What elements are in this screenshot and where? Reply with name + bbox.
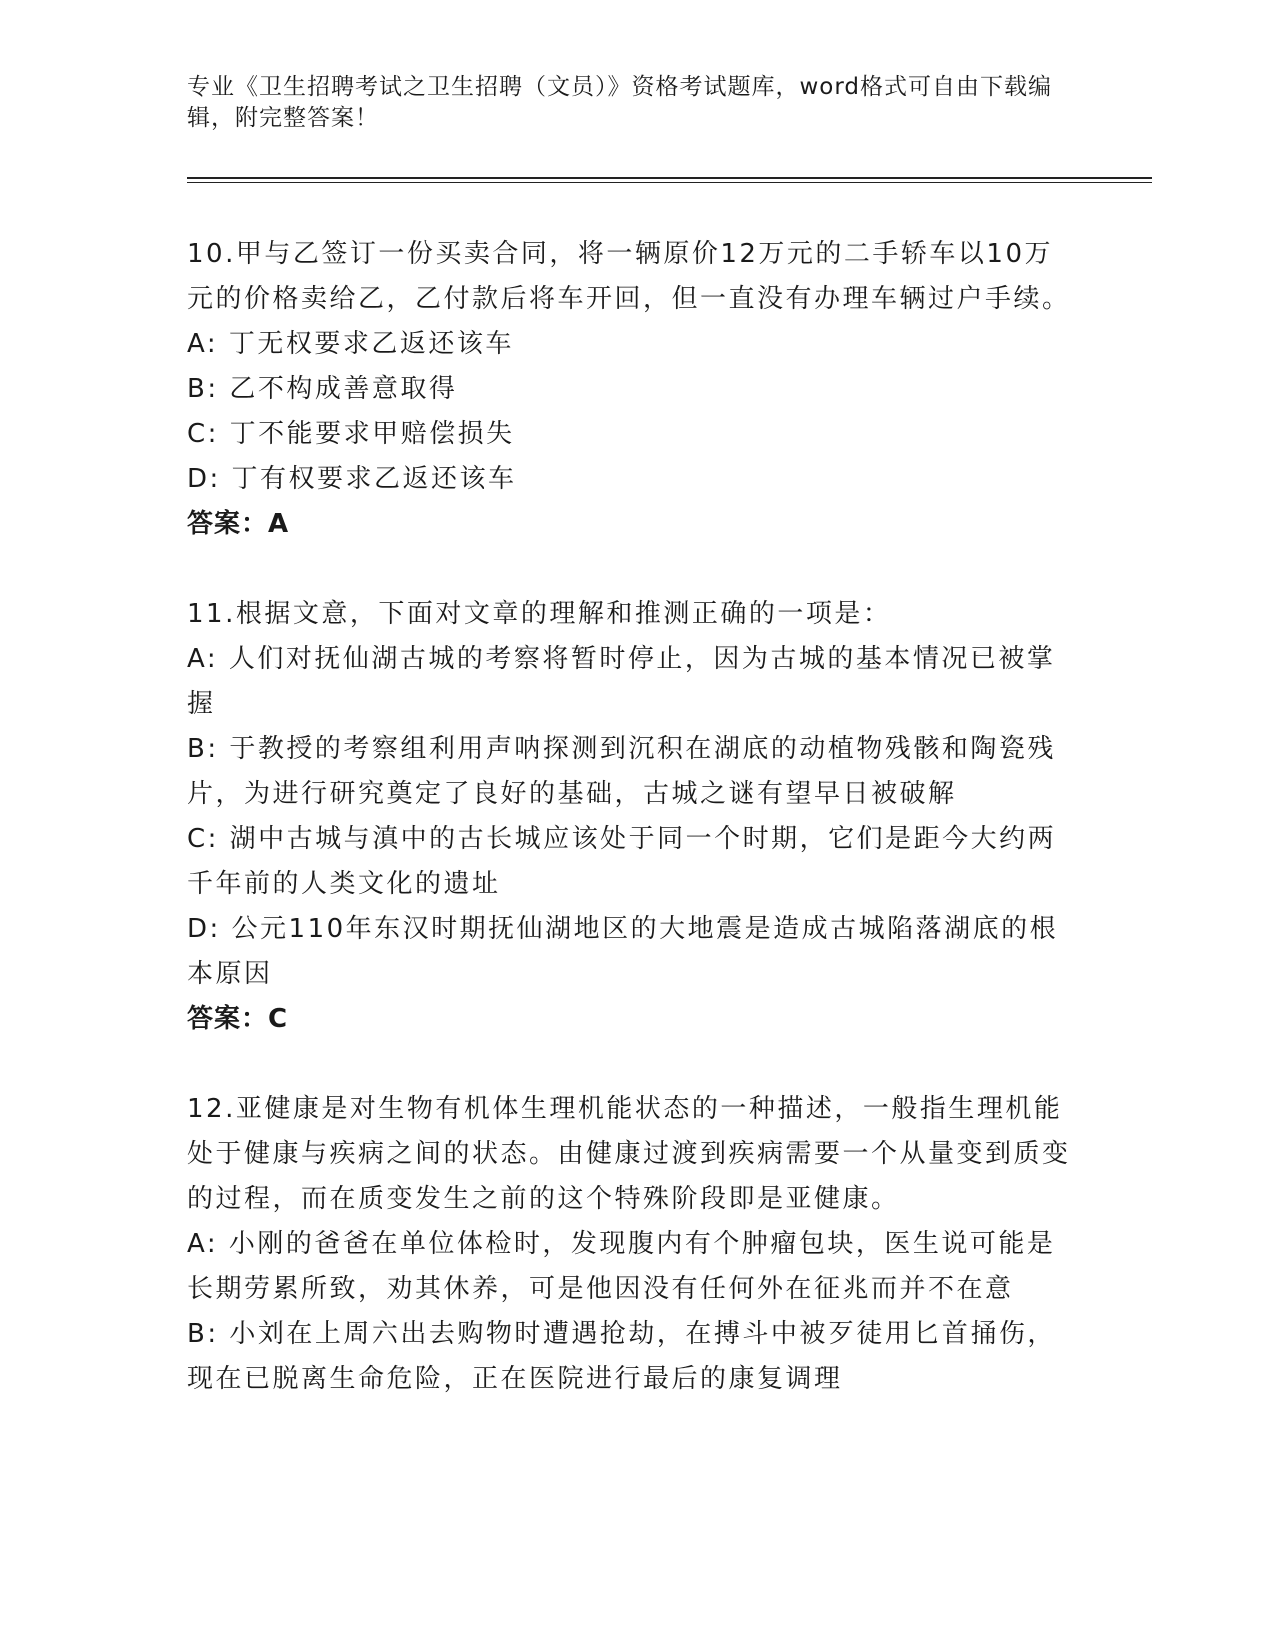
question-11 (187, 592, 1077, 1042)
option-c: C: 丁不能要求甲赔偿损失 (187, 419, 515, 449)
answer: 答案：C (187, 1004, 289, 1034)
option-b: B: 小刘在上周六出去购物时遭遇抢劫，在搏斗中被歹徒用匕首捅伤，现在已脱离生命危险，正在医院进行最后的康复调理 (187, 1319, 1056, 1394)
question-gap (187, 1042, 1077, 1087)
question-12 (187, 1087, 1077, 1402)
document-header: 专业《卫生招聘考试之卫生招聘（文员）》资格考试题库，word格式可自由下载编辑，附完整答案！ (187, 74, 1053, 131)
question-stem: 12.亚健康是对生物有机体生理机能状态的一种描述，一般指生理机能处于健康与疾病之间的状态。由健康过渡到疾病需要一个从量变到质变的过程，而在质变发生之前的这个特殊阶段即是亚健康。 (187, 1094, 1071, 1214)
question-stem: 11.根据文意，下面对文章的理解和推测正确的一项是： (187, 599, 892, 629)
header-divider (187, 177, 1152, 179)
option-a: A: 丁无权要求乙返还该车 (187, 329, 514, 359)
question-gap (187, 547, 1077, 592)
header-divider-thin (187, 182, 1152, 183)
option-b: B: 于教授的考察组利用声呐探测到沉积在湖底的动植物残骸和陶瓷残片，为进行研究奠定了良好的基础，古城之谜有望早日被破解 (187, 734, 1056, 809)
option-d: D: 公元110年东汉时期抚仙湖地区的大地震是造成古城陷落湖底的根本原因 (187, 914, 1059, 989)
option-a: A: 人们对抚仙湖古城的考察将暂时停止，因为古城的基本情况已被掌握 (187, 644, 1056, 719)
option-b: B: 乙不构成善意取得 (187, 374, 458, 404)
question-10 (187, 232, 1077, 547)
option-d: D: 丁有权要求乙返还该车 (187, 464, 517, 494)
option-a: A: 小刚的爸爸在单位体检时，发现腹内有个肿瘤包块，医生说可能是长期劳累所致，劝其休养，可是他因没有任何外在征兆而并不在意 (187, 1229, 1056, 1304)
question-list (187, 232, 1077, 1402)
question-stem: 10.甲与乙签订一份买卖合同，将一辆原价12万元的二手轿车以10万元的价格卖给乙，乙付款后将车开回，但一直没有办理车辆过户手续。 (187, 239, 1071, 314)
option-c: C: 湖中古城与滇中的古长城应该处于同一个时期，它们是距今大约两千年前的人类文化的遗址 (187, 824, 1057, 899)
answer: 答案：A (187, 509, 290, 539)
